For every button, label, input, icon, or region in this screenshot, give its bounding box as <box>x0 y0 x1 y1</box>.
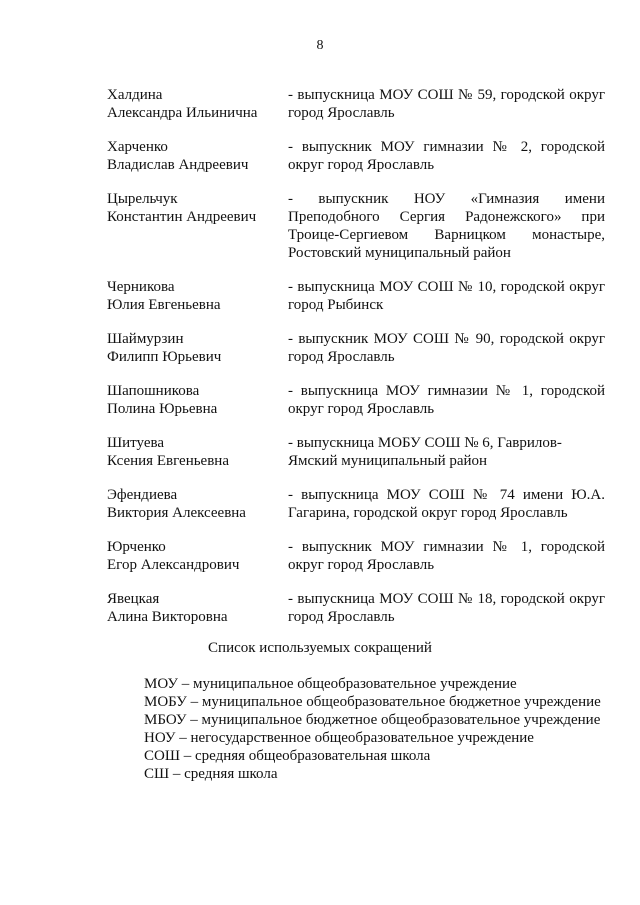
school-description: - выпускник МОУ СОШ № 90, городской округ город Ярославль <box>288 331 605 365</box>
surname: Явецкая <box>107 591 160 607</box>
given-names: Александра Ильинична <box>107 105 258 121</box>
person-name <box>107 590 288 626</box>
surname: Шапошникова <box>107 383 200 399</box>
list-item <box>107 190 605 262</box>
person-name <box>107 190 288 262</box>
school-description: - выпускница МОУ гимназии № 1, городской округ город Ярославль <box>288 383 605 417</box>
surname: Халдина <box>107 87 163 103</box>
school-description: - выпускница МОУ СОШ № 18, городской округ город Ярославль <box>288 591 605 625</box>
page-number: 8 <box>316 38 324 53</box>
list-item <box>107 434 605 470</box>
list-item <box>107 330 605 366</box>
surname: Эфендиева <box>107 487 178 503</box>
list-item <box>107 278 605 314</box>
abbreviations-list <box>144 675 614 783</box>
person-name <box>107 486 288 522</box>
surname: Шаймурзин <box>107 331 184 347</box>
list-item <box>107 538 605 574</box>
list-item <box>107 486 605 522</box>
person-name <box>107 86 288 122</box>
school-description: - выпускница МОБУ СОШ № 6, Гаврилов- Ямский муниципальный район <box>288 435 562 469</box>
school-description: - выпускник НОУ «Гимназия имени Преподобного Сергия Радонежского» при Троице-Сергиевом Варницком монастыре, Ростовский муниципальный район <box>288 191 605 261</box>
list-item <box>107 86 605 122</box>
person-name <box>107 538 288 574</box>
surname: Черникова <box>107 279 175 295</box>
given-names: Полина Юрьевна <box>107 401 218 417</box>
person-name <box>107 330 288 366</box>
abbreviation-item: СШ – средняя школа <box>144 766 278 782</box>
given-names: Егор Александрович <box>107 557 240 573</box>
list-item <box>107 382 605 418</box>
person-name <box>107 382 288 418</box>
given-names: Виктория Алексеевна <box>107 505 246 521</box>
surname: Харченко <box>107 139 168 155</box>
school-description: - выпускник МОУ гимназии № 1, городской округ город Ярославль <box>288 539 605 573</box>
given-names: Филипп Юрьевич <box>107 349 222 365</box>
given-names: Константин Андреевич <box>107 209 257 225</box>
graduates-list <box>107 86 605 642</box>
abbreviation-item: МОУ – муниципальное общеобразовательное учреждение <box>144 676 517 692</box>
abbreviation-item: НОУ – негосударственное общеобразовательное учреждение <box>144 730 534 746</box>
abbreviation-item: СОШ – средняя общеобразовательная школа <box>144 748 431 764</box>
school-description: - выпускница МОУ СОШ № 59, городской округ город Ярославль <box>288 87 605 121</box>
surname: Шитуева <box>107 435 165 451</box>
school-description: - выпускница МОУ СОШ № 10, городской округ город Рыбинск <box>288 279 605 313</box>
list-item <box>107 138 605 174</box>
surname: Юрченко <box>107 539 166 555</box>
school-description: - выпускница МОУ СОШ № 74 имени Ю.А. Гагарина, городской округ город Ярославль <box>288 487 605 521</box>
person-name <box>107 434 288 470</box>
person-name <box>107 278 288 314</box>
school-description: - выпускник МОУ гимназии № 2, городской округ город Ярославль <box>288 139 605 173</box>
abbreviation-item: МБОУ – муниципальное бюджетное общеобразовательное учреждение <box>144 712 601 728</box>
surname: Цырельчук <box>107 191 178 207</box>
given-names: Алина Викторовна <box>107 609 228 625</box>
given-names: Владислав Андреевич <box>107 157 249 173</box>
given-names: Юлия Евгеньевна <box>107 297 221 313</box>
abbreviation-item: МОБУ – муниципальное общеобразовательное бюджетное учреждение <box>144 694 601 710</box>
given-names: Ксения Евгеньевна <box>107 453 229 469</box>
list-item <box>107 590 605 626</box>
abbreviations-title: Список используемых сокращений <box>208 640 432 656</box>
person-name <box>107 138 288 174</box>
